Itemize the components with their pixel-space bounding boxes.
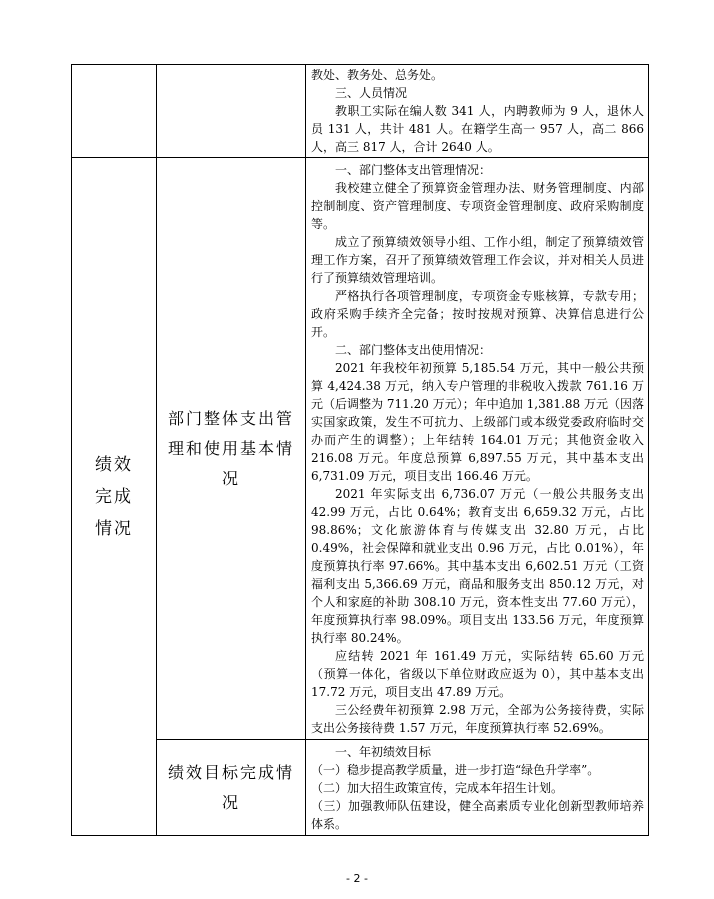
section-heading: 一、年初绩效目标 — [335, 745, 432, 759]
page-number: - 2 - — [346, 872, 368, 885]
paragraph: 成立了预算绩效领导小组、工作小组，制定了预算绩效管理工作方案，召开了预算绩效管理工作会议，并对相关人员进行了预算绩效管理培训。 — [311, 235, 644, 285]
performance-label-cell — [72, 158, 157, 836]
empty-sublabel-cell — [157, 65, 306, 158]
expenditure-label-cell — [157, 158, 306, 740]
expenditure-content-cell — [306, 158, 649, 740]
paragraph: 教职工实际在编人数 341 人，内聘教师为 9 人，退休人员 131 人，共计 481 人。在籍学生高一 957 人，高二 866 人，高三 817 人，合计 2640 人。 — [311, 104, 644, 154]
paragraph: 严格执行各项管理制度，专项资金专账核算，专款专用；政府采购手续齐全完备；按时按规对预算、决算信息进行公开。 — [311, 289, 644, 339]
empty-label-cell — [72, 65, 157, 158]
staff-content-cell — [306, 65, 649, 158]
paragraph: 三公经费年初预算 2.98 万元，全部为公务接待费，实际支出公务接待费 1.57 万元，年度预算执行率 52.69%。 — [311, 703, 644, 735]
goals-content-cell — [306, 740, 649, 836]
list-item: （三）加强教师队伍建设，健全高素质专业化创新型教师培养体系。 — [311, 799, 644, 831]
expenditure-label: 部门整体支出管理和使用基本情况 — [167, 408, 294, 488]
paragraph: 教处、教务处、总务处。 — [311, 68, 444, 82]
performance-report-table — [71, 64, 649, 836]
goals-label: 绩效目标完成情况 — [167, 762, 294, 812]
goals-label-cell — [157, 740, 306, 836]
list-item: （二）加大招生政策宣传，完成本年招生计划。 — [311, 781, 564, 795]
paragraph: 2021 年实际支出 6,736.07 万元（一般公共服务支出 42.99 万元，占比 0.64%；教育支出 6,659.32 万元，占比 98.86%；文化旅游体育与传媒支出 32.80 万元，占比 0.49%，社会保障和就业支出 0.96 万元，占比 0.01%），年度预算执行率 97.66%。其中基本支出 6,602.51 万元（工资福利支出 5,366.69 万元，商品和服务支出 850.12 万元，对个人和家庭的补助 308.10 万元，资本性支出 77.60 万元），年度预算执行率 98.09%。项目支出 133.56 万元，年度预算执行率 80.24%。 — [311, 487, 644, 645]
paragraph: 我校建立健全了预算资金管理办法、财务管理制度、内部控制制度、资产管理制度、专项资金管理制度、政府采购制度等。 — [311, 181, 644, 231]
table-row-staff — [72, 65, 649, 158]
paragraph: 应结转 2021 年 161.49 万元，实际结转 65.60 万元（预算一体化，省级以下单位财政应返为 0），其中基本支出 17.72 万元，项目支出 47.89 万元。 — [311, 649, 644, 699]
performance-label: 绩效完成情况 — [95, 454, 133, 539]
list-item: （一）稳步提高教学质量，进一步打造“绿色升学率”。 — [311, 763, 600, 777]
section-heading: 二、部门整体支出使用情况： — [335, 343, 492, 357]
table-row-goals — [72, 740, 649, 836]
table-row-expenditure — [72, 158, 649, 740]
paragraph: 2021 年我校年初预算 5,185.54 万元，其中一般公共预算 4,424.38 万元，纳入专户管理的非税收入拨款 761.16 万元（后调整为 711.20 万元）；年中追加 1,381.88 万元（因落实国家政策，发生不可抗力、上级部门或本级党委政府临时交办而产生的调整）；上年结转 164.01 万元；其他资金收入 216.08 万元。年度总预算 6,897.55 万元，其中基本支出 6,731.09 万元，项目支出 166.46 万元。 — [311, 361, 644, 483]
section-heading: 三、人员情况 — [335, 86, 408, 100]
section-heading: 一、部门整体支出管理情况： — [335, 163, 492, 177]
